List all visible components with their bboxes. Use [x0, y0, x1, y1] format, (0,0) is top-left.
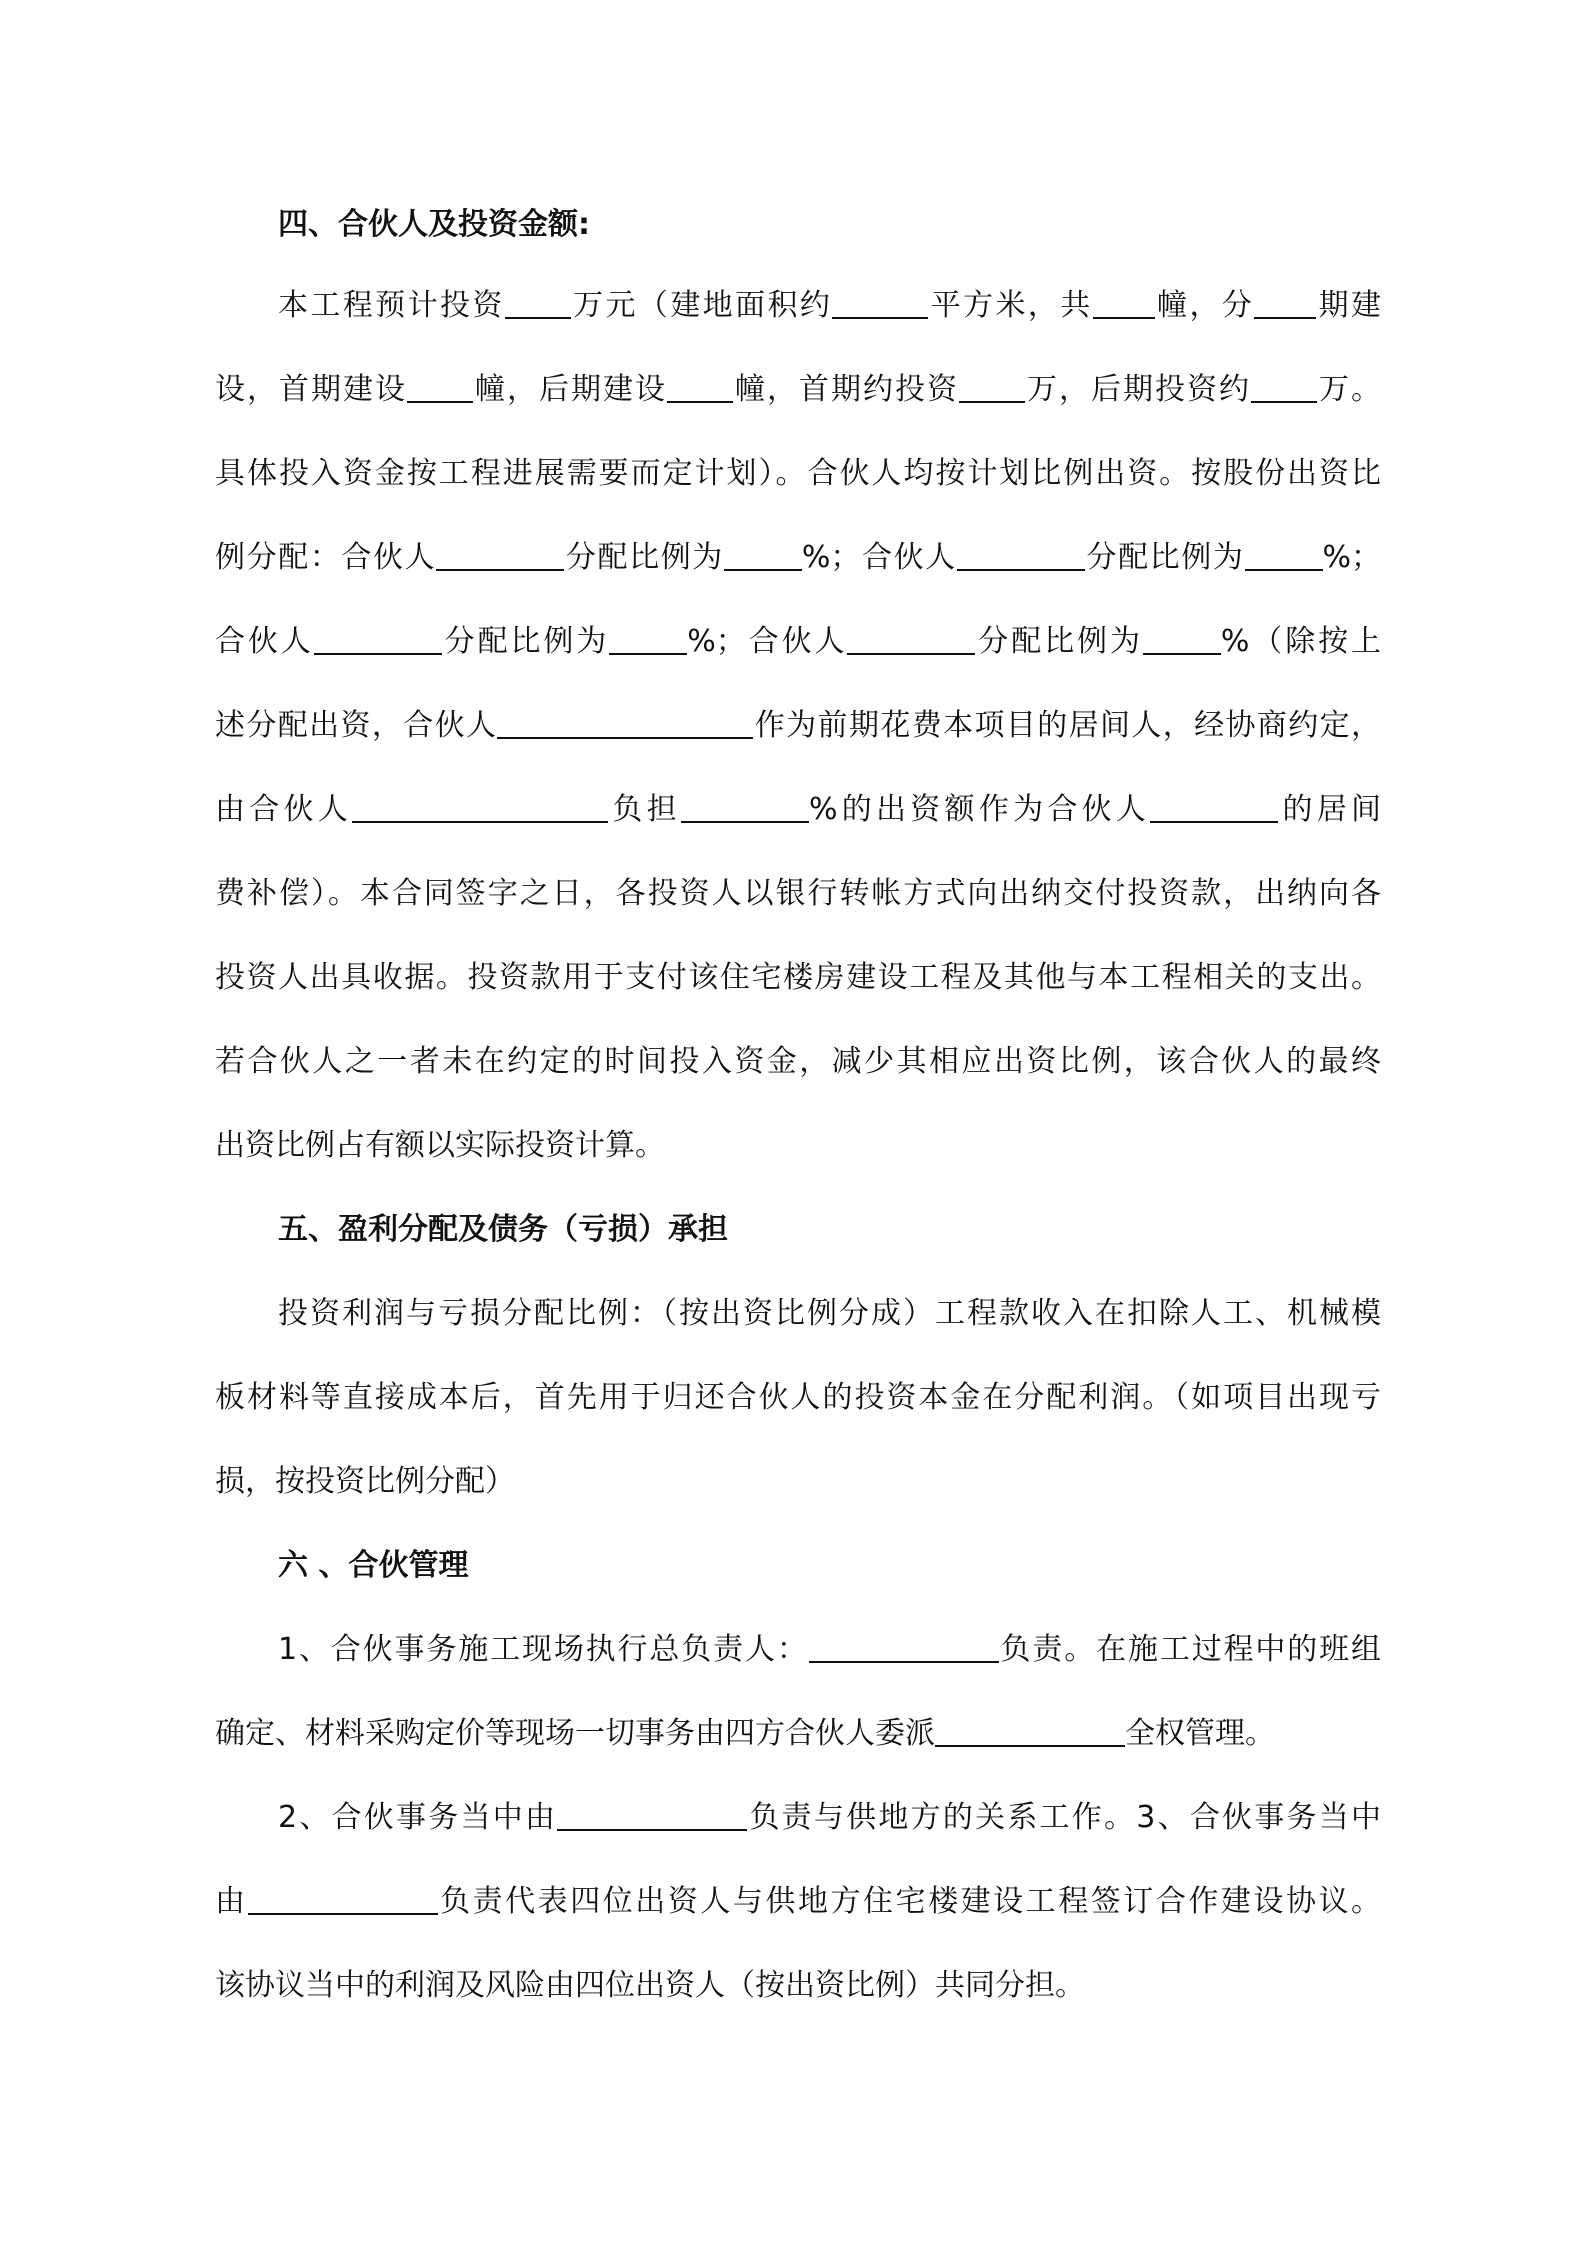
- paragraph-line: 确定、材料采购定价等现场一切事务由四方合伙人委派 全权管理。: [215, 1716, 1275, 1751]
- section-4-heading: 四、合伙人及投资金额:: [278, 207, 590, 242]
- paragraph-line: 投资利润与亏损分配比例：（按出资比例分成）工程款收入在扣除人工、机械模: [278, 1296, 1381, 1331]
- paragraph-line: 费补偿）。本合同签字之日，各投资人以银行转帐方式向出纳交付投资款，出纳向各: [215, 876, 1381, 911]
- section-6-heading: 六 、合伙管理: [278, 1548, 469, 1583]
- paragraph-line: 若合伙人之一者未在约定的时间投入资金，减少其相应出资比例，该合伙人的最终: [215, 1044, 1381, 1079]
- paragraph-line: 损，按投资比例分配）: [215, 1464, 515, 1499]
- paragraph-line: 板材料等直接成本后，首先用于归还合伙人的投资本金在分配利润。（如项目出现亏: [215, 1380, 1381, 1415]
- paragraph-line: 由合伙人 负担 %的出资额作为合伙人 的居间: [215, 792, 1382, 827]
- paragraph-line: 例分配：合伙人 分配比例为 %；合伙人 分配比例为 %；: [215, 540, 1382, 575]
- paragraph-line: 投资人出具收据。投资款用于支付该住宅楼房建设工程及其他与本工程相关的支出。: [215, 960, 1381, 995]
- paragraph-line: 具体投入资金按工程进展需要而定计划）。合伙人均按计划比例出资。按股份出资比: [215, 456, 1381, 491]
- paragraph-line: 1、合伙事务施工现场执行总负责人： 负责。在施工过程中的班组: [278, 1632, 1381, 1667]
- paragraph-line: 合伙人 分配比例为 %；合伙人 分配比例为 %（除按上: [215, 624, 1382, 659]
- paragraph-line: 设，首期建设 幢，后期建设 幢，首期约投资 万，后期投资约 万。: [215, 372, 1381, 407]
- paragraph-line: 由 负责代表四位出资人与供地方住宅楼建设工程签订合作建设协议。: [215, 1884, 1382, 1919]
- paragraph-line: 该协议当中的利润及风险由四位出资人（按出资比例）共同分担。: [215, 1968, 1085, 2003]
- section-5-heading: 五、盈利分配及债务（亏损）承担: [278, 1212, 728, 1247]
- paragraph-line: 2、合伙事务当中由 负责与供地方的关系工作。3、合伙事务当中: [278, 1800, 1381, 1835]
- paragraph-line: 出资比例占有额以实际投资计算。: [215, 1128, 665, 1163]
- paragraph-line: 述分配出资，合伙人 作为前期花费本项目的居间人，经协商约定，: [215, 708, 1382, 743]
- paragraph-line: 本工程预计投资 万元（建地面积约 平方米，共 幢，分 期建: [278, 288, 1382, 323]
